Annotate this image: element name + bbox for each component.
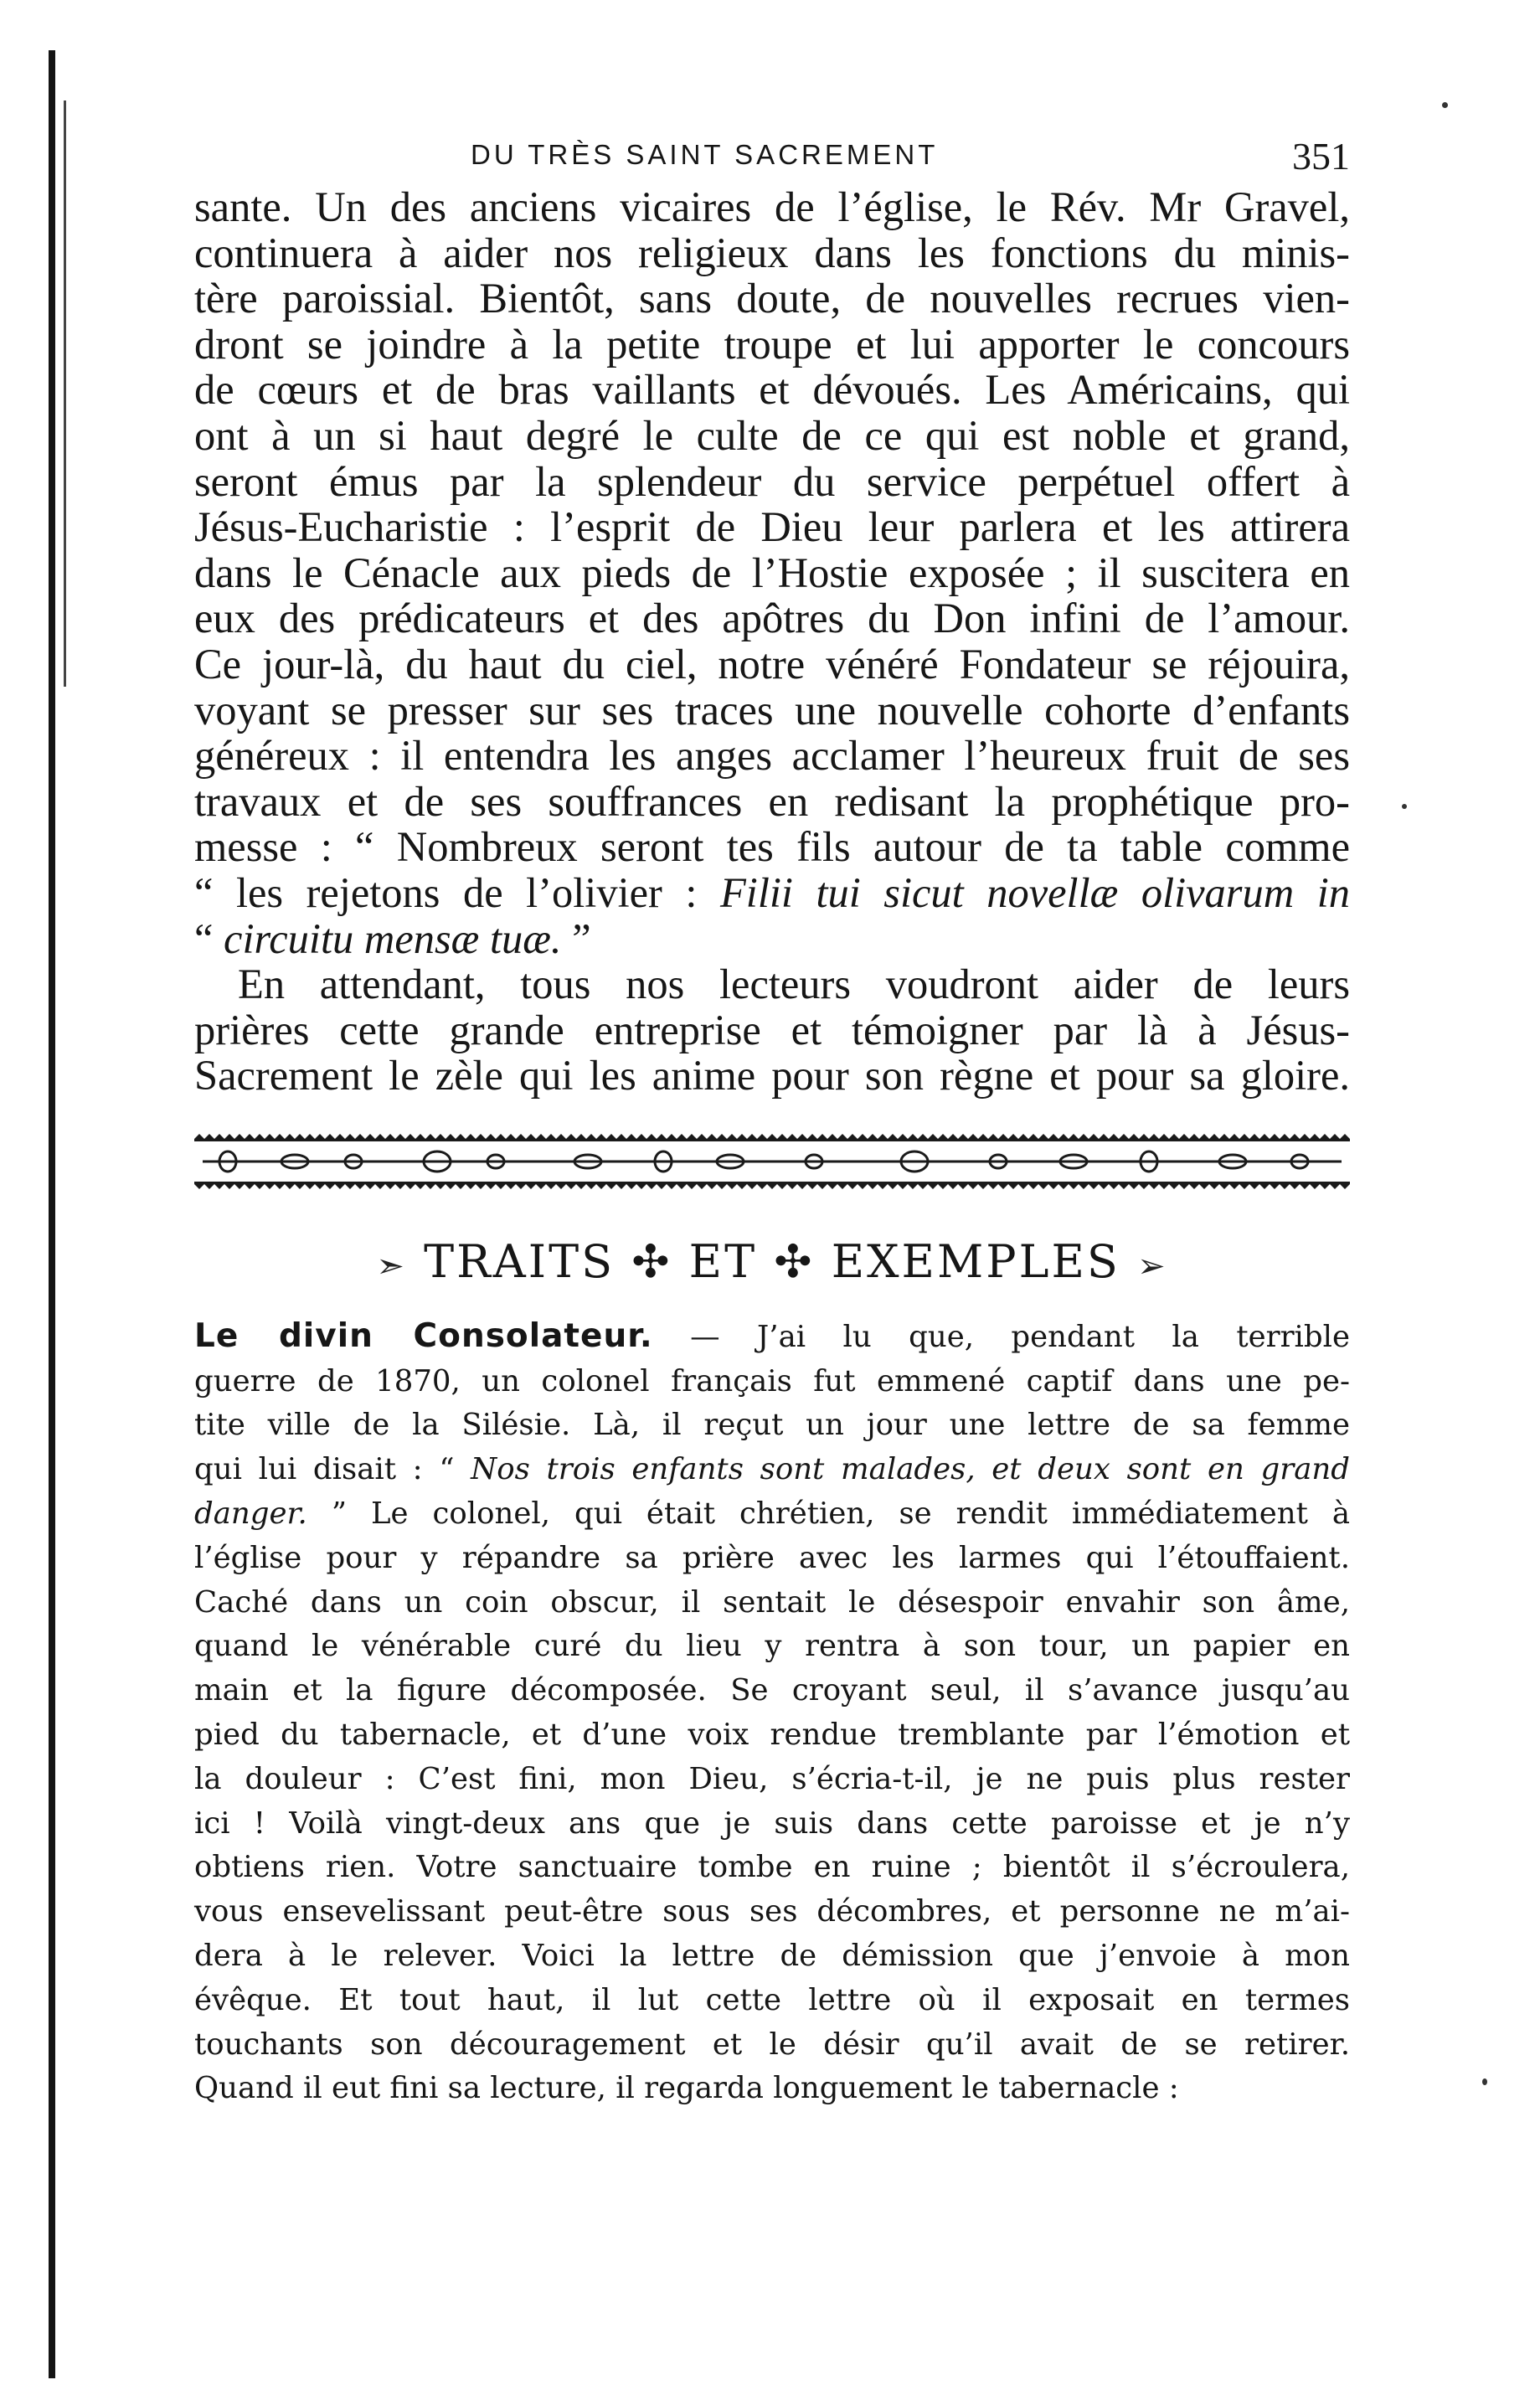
text-line: la douleur : C’est fini, mon Dieu, s’écria-t-il, je ne puis plus rester [194,1761,1350,1796]
page-number: 351 [1292,135,1350,178]
text-line [194,1448,1350,1492]
text-line: guerre de 1870, un colonel français fut emmené captif dans une pe- [194,1363,1350,1398]
section-title [194,1233,1350,1291]
letter-quote: Nos trois enfants sont malades, et deux sont en grand [471,1452,1350,1487]
section-title-text: TRAITS ✣ ET ✣ EXEMPLES [424,1234,1120,1288]
text-line: tite ville de la Silésie. Là, il reçut un jour une lettre de sa femme [194,1408,1350,1443]
text-line: vous ensevelissant peut-être sous ses décombres, et personne ne m’ai- [194,1894,1350,1929]
text-line: l’église pour y répandre sa prière avec les larmes qui l’étouffaient. [194,1540,1350,1575]
quote-mark: ” [561,914,591,962]
text-line: de cœurs et de bras vaillants et dévoués. Les Américains, qui [194,366,1350,414]
ornament-right-icon: ➢ [1137,1246,1168,1285]
text-line: continuera à aider nos religieux dans les fonctions du minis- [194,229,1350,276]
text-line [194,916,1350,962]
quote-text: “ les rejetons de l’olivier : [194,868,720,916]
text-line: généreux : il entendra les anges acclamer l’heureux fruit de ses [194,732,1350,780]
text-line: Caché dans un coin obscur, il sentait le désespoir envahir son âme, [194,1584,1350,1620]
text-line: dront se joindre à la petite troupe et lui apporter le concours [194,320,1350,368]
text-line: voyant se presser sur ses traces une nouvelle cohorte d’enfants [194,686,1350,734]
scan-binding-edge [49,50,55,2378]
text-run: ” Le colonel, qui était chrétien, se rendit immédiatement à [306,1496,1350,1532]
text-line: touchants son découragement et le désir qu’il avait de se retirer. [194,2027,1350,2062]
text-line: Ce jour-là, du haut du ciel, notre vénéré Fondateur se réjouira, [194,640,1350,688]
text-line: messe : “ Nombreux seront tes fils autour de ta table comme [194,823,1350,871]
scan-speck [1442,102,1448,108]
text-line: main et la figure décomposée. Se croyant seul, il s’avance jusqu’au [194,1673,1350,1708]
scan-speck [1402,804,1407,809]
scan-speck [1482,2078,1487,2085]
text-line: travaux et de ses souffrances en redisant la prophétique pro- [194,777,1350,825]
text-line: Quand il eut fini sa lecture, il regarda longuement le tabernacle : [194,2071,1179,2106]
scan-binding-shadow [64,100,66,687]
latin-quote: Filii tui sicut novellæ olivarum in [719,868,1350,916]
article-continuation [194,184,1350,1099]
running-head-title: DU TRÈS SAINT SACREMENT [471,139,939,170]
text-line: prières cette grande entreprise et témoigner par là à Jésus- [194,1006,1350,1053]
text-run: — J’ai lu que, pendant la terrible [652,1319,1350,1354]
text-line: pied du tabernacle, et d’une voix rendue tremblante par l’émotion et [194,1718,1350,1753]
text-line [194,870,1350,916]
running-head [194,134,1350,184]
text-line: quand le vénérable curé du lieu y rentra à son tour, un papier en [194,1629,1350,1664]
text-line: ont à un si haut degré le culte de ce qui est noble et grand, [194,411,1350,459]
text-line: dans le Cénacle aux pieds de l’Hostie exposée ; il suscitera en [194,549,1350,596]
text-line [194,1492,1350,1537]
letter-quote: danger. [194,1496,307,1532]
latin-quote: circuitu mensæ tuæ. [224,914,562,962]
quote-mark: “ [194,914,224,962]
border-teeth-top [194,1134,1350,1139]
anecdote-heading: Le divin Consolateur. [194,1316,653,1355]
border-teeth-bottom [194,1184,1350,1189]
text-line: obtiens rien. Votre sanctuaire tombe en ruine ; bientôt il s’écroulera, [194,1850,1350,1885]
text-line: dera à le relever. Voici la lettre de démission que j’envoie à mon [194,1939,1350,1974]
ornament-left-icon: ➣ [376,1246,407,1285]
text-line: tère paroissial. Bientôt, sans doute, de nouvelles recrues vien- [194,275,1350,322]
text-line: En attendant, tous nos lecteurs voudront aider de leurs [238,961,1350,1008]
anecdote-text [194,1315,1350,2111]
text-line: sante. Un des anciens vicaires de l’église, le Rév. Mr Gravel, [194,183,1350,230]
decorative-border [194,1134,1350,1189]
text-line: Sacrement le zèle qui les anime pour son règne et pour sa gloire. [194,1052,1350,1100]
text-line: ici ! Voilà vingt-deux ans que je suis dans cette paroisse et je n’y [194,1805,1350,1841]
text-line: Jésus-Eucharistie : l’esprit de Dieu leur parlera et les attirera [194,503,1350,551]
book-page [194,134,1350,2111]
text-line: seront émus par la splendeur du service perpétuel offert à [194,457,1350,505]
text-line: évêque. Et tout haut, il lut cette lettre où il exposait en termes [194,1982,1350,2017]
text-run: qui lui disait : “ [194,1452,471,1487]
text-line: eux des prédicateurs et des apôtres du Don infini de l’amour. [194,595,1350,642]
text-line [194,1315,1350,1360]
